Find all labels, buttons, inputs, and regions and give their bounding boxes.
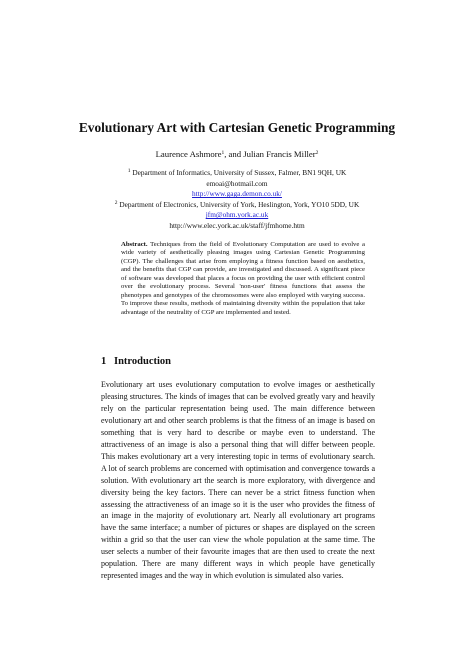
author-name: Julian Francis Miller — [243, 149, 316, 159]
affiliation-1 — [0, 168, 474, 179]
abstract-text: Techniques from the field of Evolutionary Computation are used to evolve a wide variety of aesthetically pleasing images using Cartesian Genetic Programming (CGP). The challenges that arise from employing a fitness function based on aesthetics, and the benefits that CGP can provide, are investigated and discussed. A significant piece of software was developed that places a focus on providing the user with efficient control over the evolutionary process. Several 'non-user' fitness functions that assess the phenotypes and genotypes of the chromosomes were also employed with varying success. To improve these results, methods of maintaining diversity within the population that take advantage of the neutrality of CGP are implemented and tested. — [121, 241, 365, 316]
paper-title: Evolutionary Art with Cartesian Genetic Programming — [78, 120, 396, 135]
affiliation-email: emoai@hotmail.com — [206, 178, 268, 188]
section-number: 1 — [101, 356, 107, 367]
section-title: Introduction — [114, 356, 171, 367]
section-heading — [101, 356, 171, 367]
affiliation-marker: 1 — [221, 150, 225, 156]
affiliation-text: Department of Informatics, University of Sussex, Falmer, BN1 9QH, UK — [130, 168, 347, 177]
affiliation-url-link[interactable]: http://www.gaga.demon.co.uk/ — [192, 189, 282, 199]
affiliation-text: Department of Electronics, University of York, Heslington, York, YO10 5DD, UK — [117, 199, 360, 209]
author-name: Laurence Ashmore — [155, 149, 222, 159]
author-separator: , and — [224, 149, 244, 159]
abstract-label: Abstract. — [121, 241, 148, 248]
affiliation-marker: 2 — [114, 199, 118, 206]
section-paragraph: Evolutionary art uses evolutionary computation to evolve images or aesthetically pleasing structures. The kinds of images that can be evolved greatly vary and heavily rely on the particular representation being used. The main difference between evolutionary art and other search problems is that the fitness of an image is based on something that is very hard to describe or maybe even to understand. The attractiveness of an image is also a personal thing that will differ between people. This makes evolutionary art a very interesting topic in terms of evolutionary search. A lot of search problems are concerned with optimisation and convergence towards a solution. With evolutionary art the search is more exploratory, with divergence and diversity being the key factors. There can never be a strict fitness function when assessing the attractiveness of an image so it is the user who provides the fitness of an image in the majority of evolutionary art. Nearly all evolutionary art programs have the same interface; a number of pictures or shapes are displayed on the screen within a grid so that the user can view the whole population at the same time. The user selects a number of their favourite images that are then used to create the next population. There are many different ways in which people have genetically represented images and the way in which evolution is simulated also varies. — [101, 380, 375, 581]
affiliations-block — [0, 168, 474, 232]
affiliation-url: http://www.elec.york.ac.uk/staff/jfmhome.htm — [169, 220, 305, 230]
affiliation-marker: 2 — [315, 150, 319, 156]
affiliation-email-link[interactable]: jfm@ohm.york.ac.uk — [205, 210, 269, 220]
affiliation-2 — [0, 200, 474, 211]
author-line — [0, 149, 474, 159]
affiliation-marker: 1 — [127, 168, 131, 174]
abstract-block — [121, 241, 365, 317]
